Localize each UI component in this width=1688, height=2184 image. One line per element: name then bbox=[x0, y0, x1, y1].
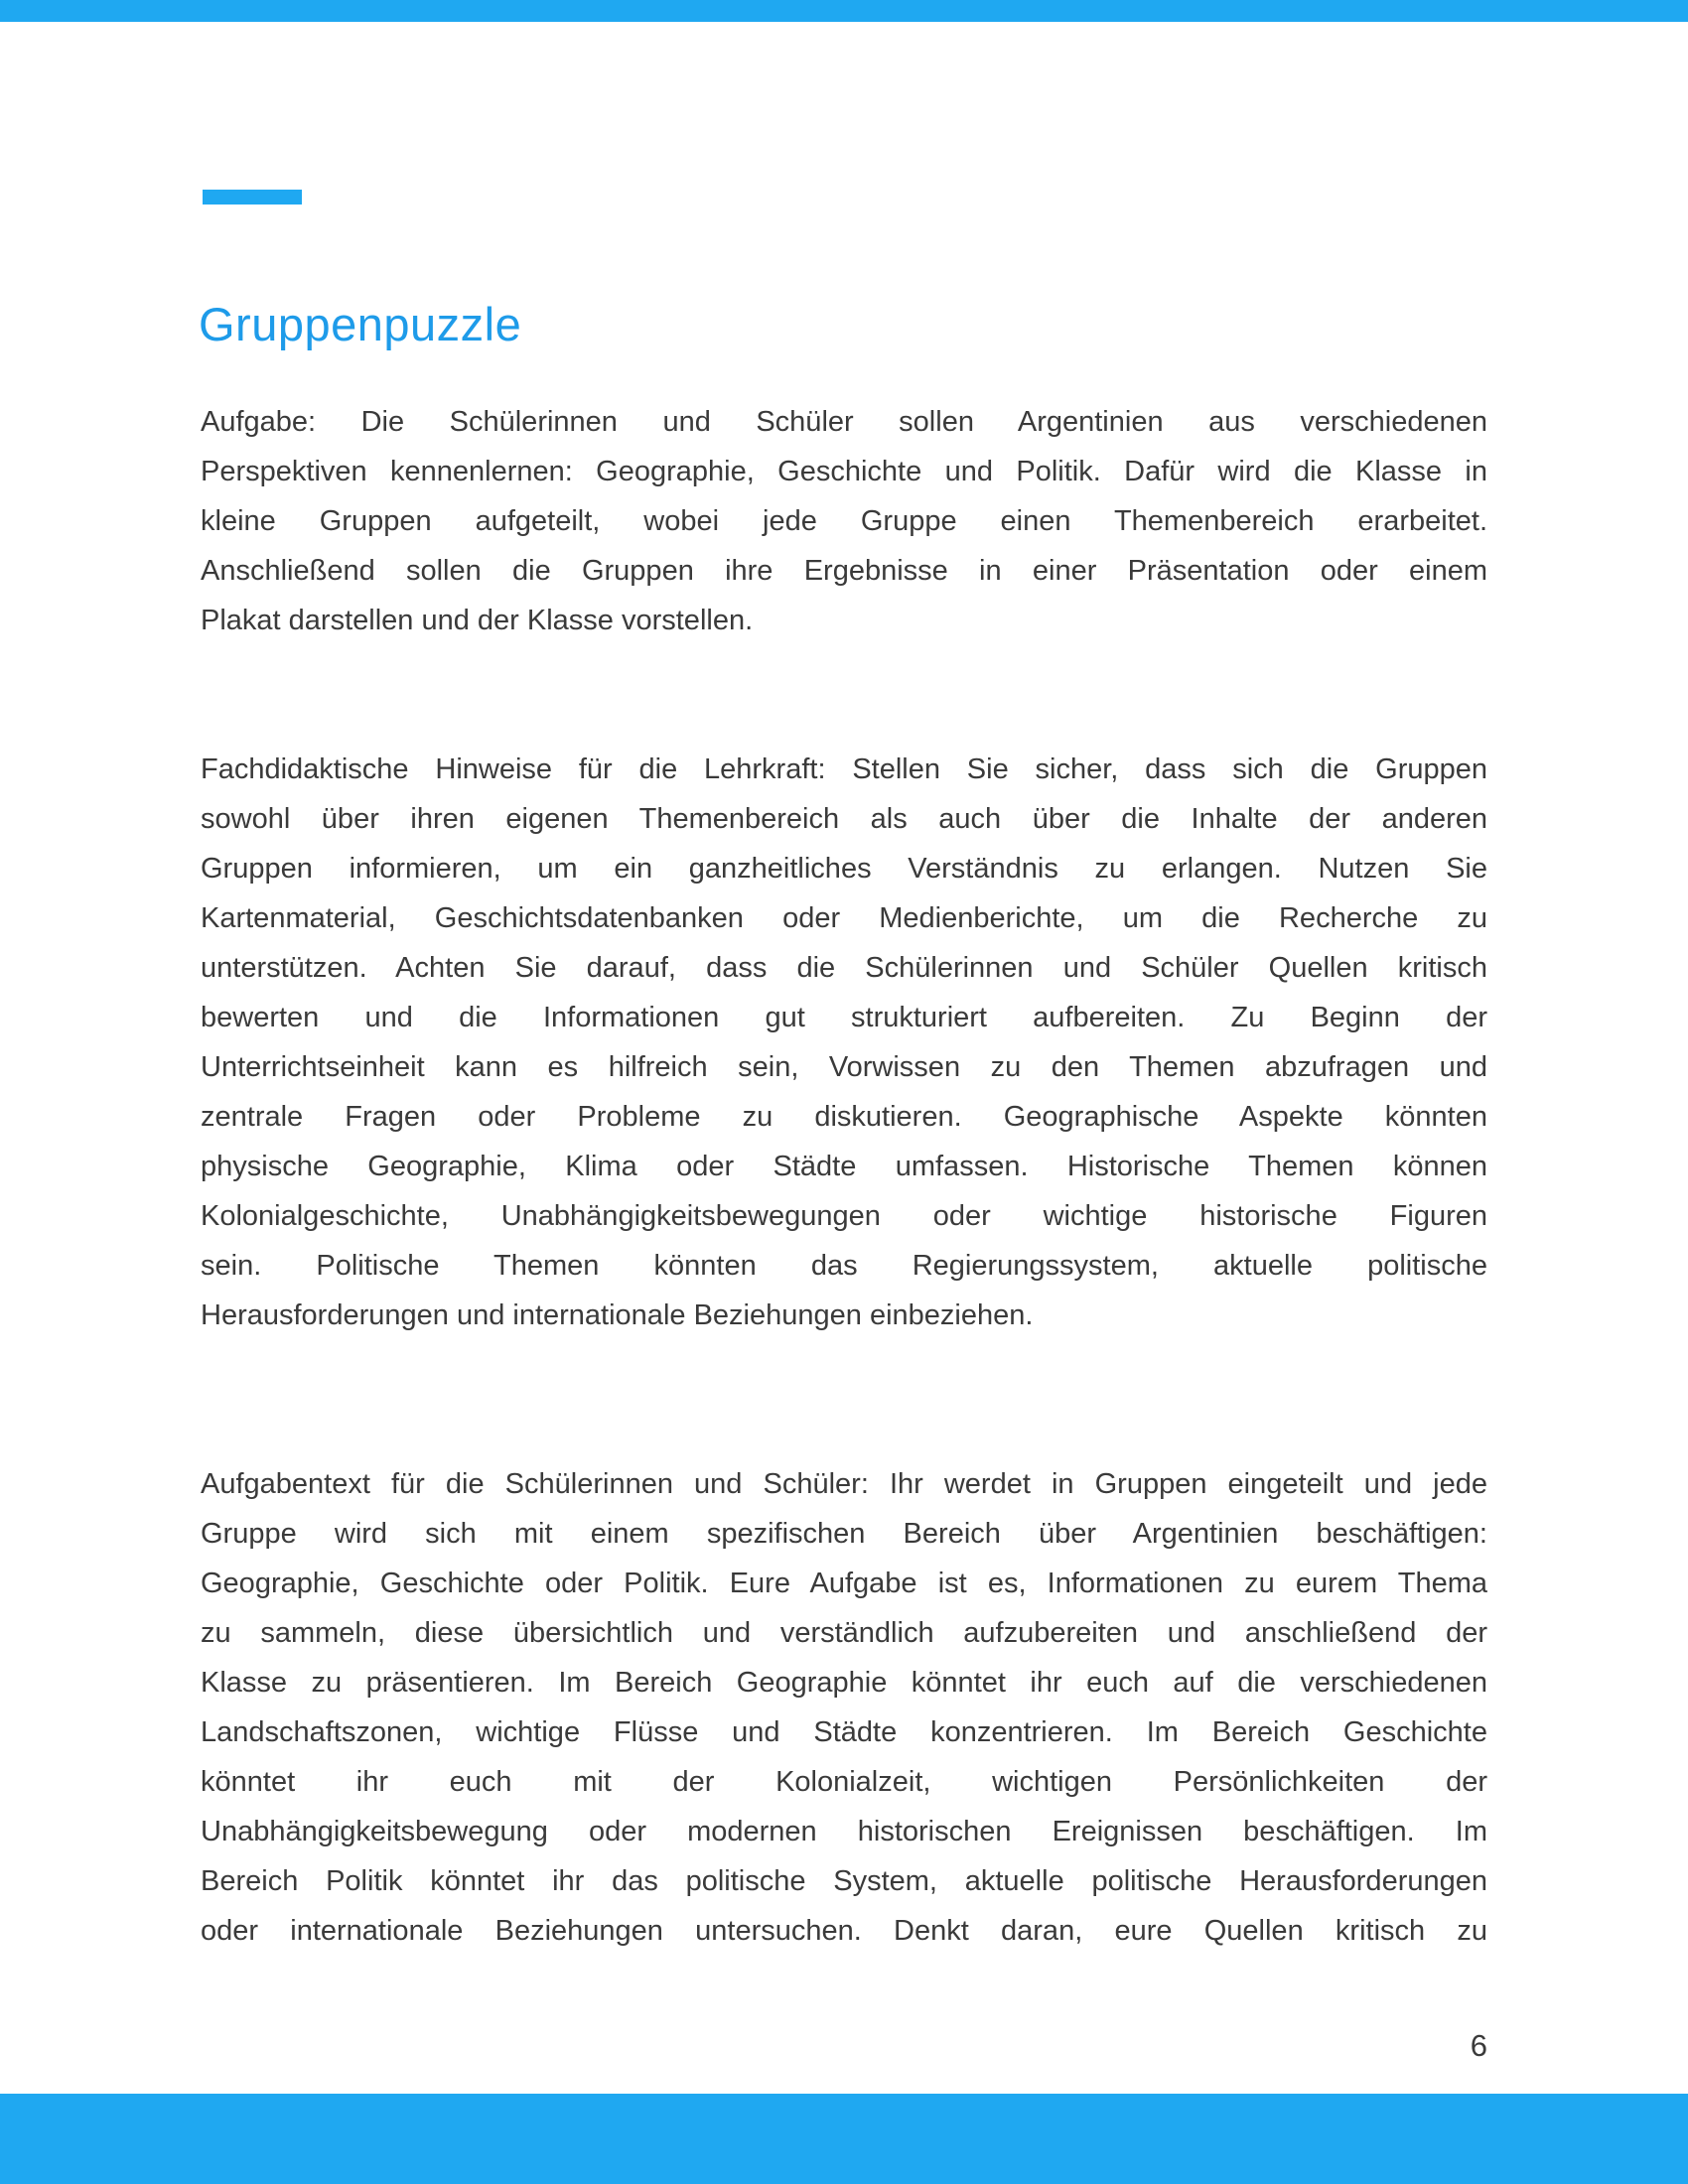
page-number: 6 bbox=[1470, 2028, 1487, 2063]
text-line: Aufgabe: Die Schülerinnen und Schüler sollen Argentinien aus verschiedenen bbox=[201, 406, 1487, 438]
paragraph-aufgabe bbox=[201, 397, 1487, 645]
text-line: Unabhängigkeitsbewegung oder modernen historischen Ereignissen beschäftigen. Im bbox=[201, 1816, 1487, 1847]
text-line: sein. Politische Themen könnten das Regierungssystem, aktuelle politische bbox=[201, 1250, 1487, 1282]
text-line: könntet ihr euch mit der Kolonialzeit, wichtigen Persönlichkeiten der bbox=[201, 1766, 1487, 1798]
text-line: kleine Gruppen aufgeteilt, wobei jede Gruppe einen Themenbereich erarbeitet. bbox=[201, 505, 1487, 537]
text-line: oder internationale Beziehungen untersuchen. Denkt daran, eure Quellen kritisch zu bbox=[201, 1915, 1487, 1947]
text-line: Klasse zu präsentieren. Im Bereich Geographie könntet ihr euch auf die verschiedenen bbox=[201, 1667, 1487, 1699]
text-line: sowohl über ihren eigenen Themenbereich als auch über die Inhalte der anderen bbox=[201, 803, 1487, 835]
text-line: Landschaftszonen, wichtige Flüsse und Städte konzentrieren. Im Bereich Geschichte bbox=[201, 1716, 1487, 1748]
text-line: zentrale Fragen oder Probleme zu diskutieren. Geographische Aspekte könnten bbox=[201, 1101, 1487, 1133]
text-line: Perspektiven kennenlernen: Geographie, Geschichte und Politik. Dafür wird die Klasse in bbox=[201, 456, 1487, 487]
text-line: Gruppen informieren, um ein ganzheitliches Verständnis zu erlangen. Nutzen Sie bbox=[201, 853, 1487, 885]
page-title: Gruppenpuzzle bbox=[199, 298, 522, 350]
text-line: unterstützen. Achten Sie darauf, dass die Schülerinnen und Schüler Quellen kritisch bbox=[201, 952, 1487, 984]
text-line: zu sammeln, diese übersichtlich und verständlich aufzubereiten und anschließend der bbox=[201, 1617, 1487, 1649]
top-accent-bar bbox=[0, 0, 1688, 22]
paragraph-fachdidaktische-hinweise bbox=[201, 745, 1487, 1340]
text-line: Anschließend sollen die Gruppen ihre Ergebnisse in einer Präsentation oder einem bbox=[201, 555, 1487, 587]
text-line: Kolonialgeschichte, Unabhängigkeitsbewegungen oder wichtige historische Figuren bbox=[201, 1200, 1487, 1232]
text-line: Bereich Politik könntet ihr das politische System, aktuelle politische Herausforderungen bbox=[201, 1865, 1487, 1897]
heading-accent-line bbox=[203, 190, 302, 205]
text-line: Geographie, Geschichte oder Politik. Eure Aufgabe ist es, Informationen zu eurem Thema bbox=[201, 1568, 1487, 1599]
bottom-accent-bar bbox=[0, 2094, 1688, 2184]
text-line: Unterrichtseinheit kann es hilfreich sein, Vorwissen zu den Themen abzufragen und bbox=[201, 1051, 1487, 1083]
text-line: Herausforderungen und internationale Beziehungen einbeziehen. bbox=[201, 1299, 1034, 1331]
text-line: Plakat darstellen und der Klasse vorstellen. bbox=[201, 605, 754, 636]
text-line: Gruppe wird sich mit einem spezifischen Bereich über Argentinien beschäftigen: bbox=[201, 1518, 1487, 1550]
paragraph-aufgabentext bbox=[201, 1459, 1487, 1956]
text-line: Kartenmaterial, Geschichtsdatenbanken oder Medienberichte, um die Recherche zu bbox=[201, 902, 1487, 934]
text-line: Aufgabentext für die Schülerinnen und Schüler: Ihr werdet in Gruppen eingeteilt und jede bbox=[201, 1468, 1487, 1500]
text-line: physische Geographie, Klima oder Städte umfassen. Historische Themen können bbox=[201, 1151, 1487, 1182]
text-line: Fachdidaktische Hinweise für die Lehrkraft: Stellen Sie sicher, dass sich die Gruppen bbox=[201, 753, 1487, 785]
text-line: bewerten und die Informationen gut strukturiert aufbereiten. Zu Beginn der bbox=[201, 1002, 1487, 1033]
